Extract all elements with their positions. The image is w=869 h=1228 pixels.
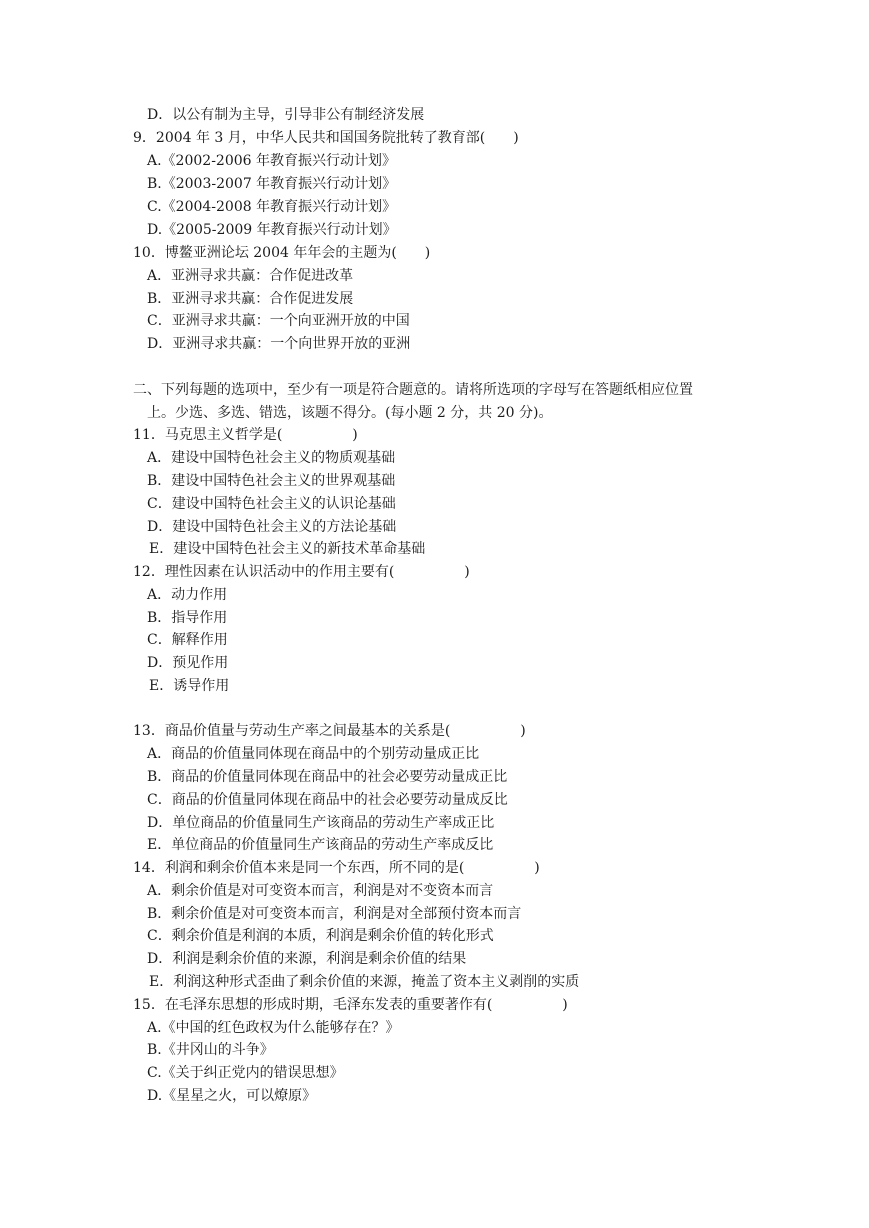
q10-stem: 10．博鳌亚洲论坛 2004 年年会的主题为( ) xyxy=(133,245,431,261)
q12-stem: 12．理性因素在认识活动中的作用主要有( ) xyxy=(133,564,470,580)
q11-stem: 11．马克思主义哲学是( ) xyxy=(133,427,358,443)
q9-option-d: D.《2005-2009 年教育振兴行动计划》 xyxy=(147,222,397,238)
q14-option-e: E．利润这种形式歪曲了剩余价值的来源，掩盖了资本主义剥削的实质 xyxy=(149,974,580,990)
q10-option-c: C．亚洲寻求共赢：一个向亚洲开放的中国 xyxy=(147,313,410,329)
q13-option-d: D．单位商品的价值量同生产该商品的劳动生产率成正比 xyxy=(147,815,495,831)
q9-stem: 9．2004 年 3 月，中华人民共和国国务院批转了教育部( ) xyxy=(133,130,519,146)
q14-option-c: C．剩余价值是利润的本质，利润是剩余价值的转化形式 xyxy=(147,928,494,944)
q12-option-c: C．解释作用 xyxy=(147,632,228,648)
q14-option-b: B．剩余价值是对可变资本而言，利润是对全部预付资本而言 xyxy=(147,906,522,922)
q11-option-c: C．建设中国特色社会主义的认识论基础 xyxy=(147,496,396,512)
q13-option-a: A．商品的价值量同体现在商品中的个别劳动量成正比 xyxy=(147,746,480,762)
q8-option-d: D．以公有制为主导，引导非公有制经济发展 xyxy=(147,107,425,123)
q10-option-d: D．亚洲寻求共赢：一个向世界开放的亚洲 xyxy=(147,336,411,352)
q11-option-a: A．建设中国特色社会主义的物质观基础 xyxy=(147,450,396,466)
q12-option-b: B．指导作用 xyxy=(147,610,228,626)
q9-option-b: B.《2003-2007 年教育振兴行动计划》 xyxy=(147,176,397,192)
q10-option-b: B．亚洲寻求共赢：合作促进发展 xyxy=(147,291,354,307)
q12-option-d: D．预见作用 xyxy=(147,655,229,671)
section2-instruction-line2: 上。少选、多选、错选，该题不得分。(每小题 2 分，共 20 分)。 xyxy=(147,405,553,421)
q13-stem: 13．商品价值量与劳动生产率之间最基本的关系是( ) xyxy=(133,723,526,739)
q15-stem: 15．在毛泽东思想的形成时期，毛泽东发表的重要著作有( ) xyxy=(133,997,568,1013)
q13-option-c: C．商品的价值量同体现在商品中的社会必要劳动量成反比 xyxy=(147,792,508,808)
q14-option-d: D．利润是剩余价值的来源，利润是剩余价值的结果 xyxy=(147,951,467,967)
q14-option-a: A．剩余价值是对可变资本而言，利润是对不变资本而言 xyxy=(147,883,494,899)
q15-option-b: B.《井冈山的斗争》 xyxy=(147,1042,274,1058)
q11-option-e: E．建设中国特色社会主义的新技术革命基础 xyxy=(149,541,426,557)
q15-option-d: D.《星星之火，可以燎原》 xyxy=(147,1088,317,1104)
q10-option-a: A．亚洲寻求共赢：合作促进改革 xyxy=(147,268,354,284)
q12-option-e: E．诱导作用 xyxy=(149,678,230,694)
q15-option-c: C.《关于纠正党内的错误思想》 xyxy=(147,1065,344,1081)
q15-option-a: A.《中国的红色政权为什么能够存在？》 xyxy=(147,1020,400,1036)
q9-option-a: A.《2002-2006 年教育振兴行动计划》 xyxy=(147,153,396,169)
q13-option-e: E．单位商品的价值量同生产该商品的劳动生产率成反比 xyxy=(147,837,494,853)
q13-option-b: B．商品的价值量同体现在商品中的社会必要劳动量成正比 xyxy=(147,769,508,785)
section2-instruction-line1: 二、下列每题的选项中，至少有一项是符合题意的。请将所选项的字母写在答题纸相应位置 xyxy=(133,382,693,398)
q9-option-c: C.《2004-2008 年教育振兴行动计划》 xyxy=(147,199,397,215)
q14-stem: 14．利润和剩余价值本来是同一个东西，所不同的是( ) xyxy=(133,860,540,876)
q12-option-a: A．动力作用 xyxy=(147,587,228,603)
q11-option-d: D．建设中国特色社会主义的方法论基础 xyxy=(147,519,397,535)
q11-option-b: B．建设中国特色社会主义的世界观基础 xyxy=(147,473,396,489)
